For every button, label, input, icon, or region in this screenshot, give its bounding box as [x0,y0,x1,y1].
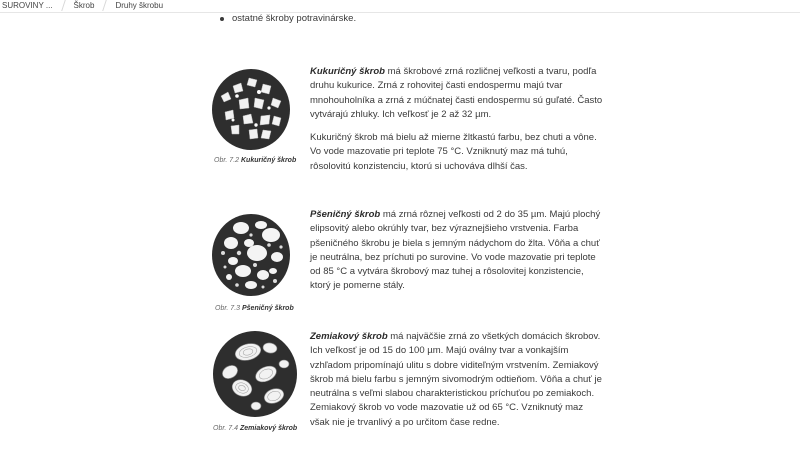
paragraph-text: Kukuričný škrob má bielu až mierne žltkastú farbu, bez chuti a vône. Vo vode mazovatie pri teplote 75 °C. Vzniknutý maz má tuhú, rôsolovitú konzistenciu, ktorú si uchováva dlhší čas. [310,132,597,172]
breadcrumb-label[interactable]: SUROVINY ... [2,1,53,10]
breadcrumb-label[interactable]: Druhy škrobu [115,1,164,10]
breadcrumb-separator [103,0,108,11]
caption-prefix: Obr. 7.2 [214,157,241,164]
figure-caption [214,157,296,164]
breadcrumb-item-druhy-skrobu[interactable] [115,0,163,11]
caption-prefix: Obr. 7.3 [215,305,242,312]
caption-name: Pšeničný škrob [241,305,294,312]
breadcrumb-label[interactable]: Škrob [73,1,95,10]
paragraph-text: má zrná rôznej veľkosti od 2 do 35 µm. Majú plochý elipsovitý alebo okrúhly tvar, bez výraznejšieho vrstvenia. Farba pšeničného škrobu je biela s jemným nádychom do žlta. Vôňa a chuť je neutrálna, bez príchuti po surovine. Vo vode mazovatie pri teplote od 85 °C a vytvára škrobový maz tuhej a rôsolovitej konzistencie, ktorý je pomerne stály. [310,209,601,292]
potato-starch-grains-icon [212,330,298,418]
paragraph-text: má najväčšie zrná zo všetkých domácich škrobov. Ich veľkosť je od 15 do 100 µm. Majú oválny tvar a vonkajším vzhľadom pripomínajú ulitu s dobre viditeľným vrstvením. Zemiakový škrob má bielu farbu s jemným sivomodrým odtieňom. Vôňa a chuť je neutrálna s veľmi slabou charakteristickou príchuťou po zemiakoch. Zemiakový škrob vo vode mazovatie už od 65 °C. Vzniknutý maz však nie je trvanlivý a po určitom čase redne. [310,331,602,428]
term-heading: Zemiakový škrob [310,331,388,342]
intro-list [220,12,356,25]
caption-name: Kukuričný škrob [240,157,297,164]
figure-caption [215,305,294,312]
list-item: ostatné škroby potravinárske. [220,12,356,25]
corn-starch-paragraph-2 [310,131,605,174]
caption-prefix: Obr. 7.4 [213,425,240,432]
potato-starch-figure [212,330,298,418]
breadcrumb-item-suroviny[interactable] [0,0,74,11]
corn-starch-paragraph [310,65,605,122]
breadcrumb [0,0,800,13]
wheat-starch-paragraph [310,208,605,294]
breadcrumb-item-skrob[interactable] [74,0,116,11]
term-heading: Kukuričný škrob [310,66,385,77]
corn-starch-figure [211,68,291,151]
term-heading: Pšeničný škrob [310,209,381,220]
wheat-starch-figure [211,213,291,297]
caption-name: Zemiakový škrob [239,425,298,432]
paragraph-text: má škrobové zrná rozličnej veľkosti a tvaru, podľa druhu kukurice. Zrná z rohovitej časti endospermu majú tvar mnohouholníka a zrná z múčnatej časti endospermu sú guľaté. Často vytvárajú zhluky. Ich veľkosť je 2 až 32 µm. [310,66,603,120]
potato-starch-paragraph [310,330,605,430]
wheat-starch-grains-icon [211,213,291,297]
corn-starch-grains-icon [211,68,291,151]
breadcrumb-separator [61,0,66,11]
figure-caption [213,425,297,432]
